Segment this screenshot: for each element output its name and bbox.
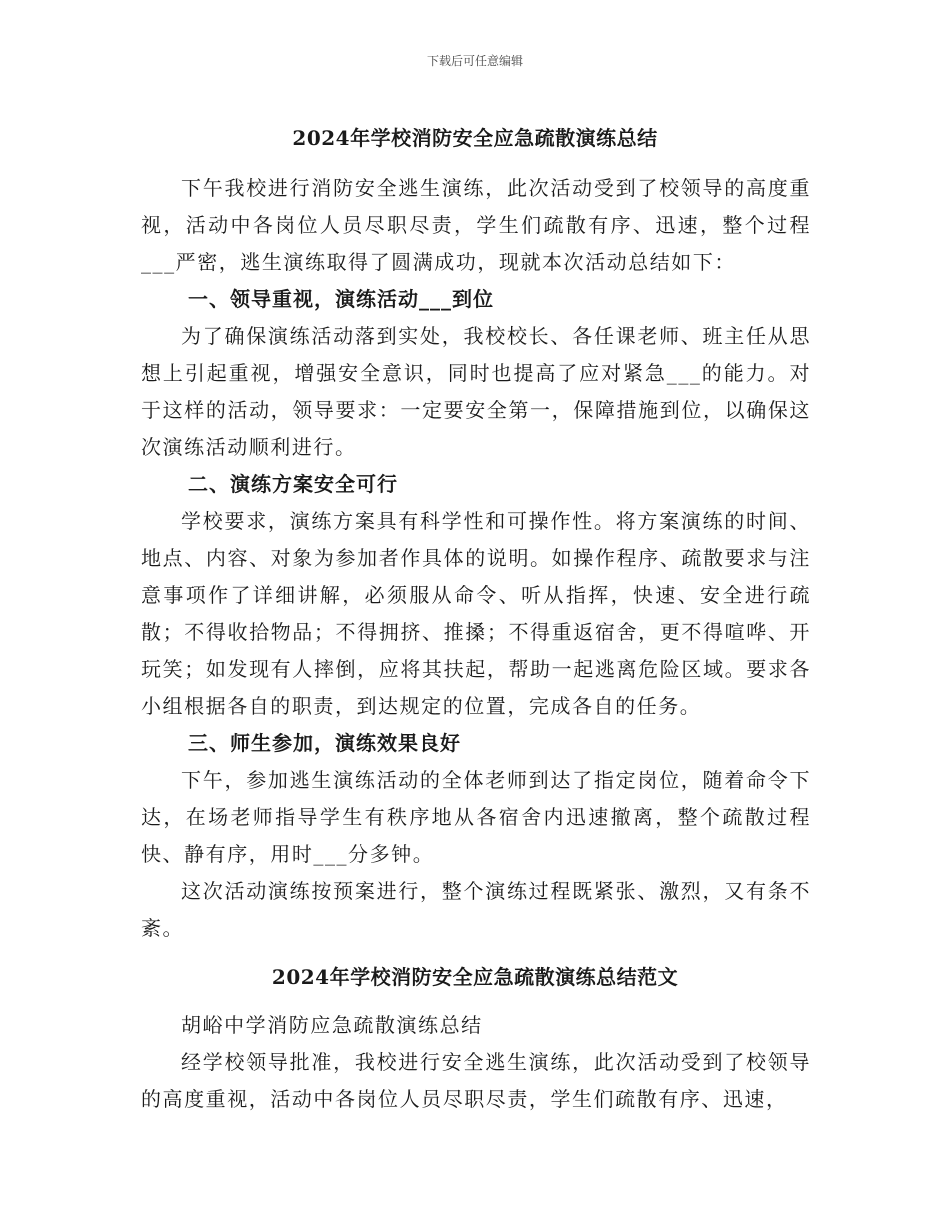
section-2-paragraph: 学校要求，演练方案具有科学性和可操作性。将方案演练的时间、地点、内容、对象为参加者作具体的说明。如操作程序、疏散要求与注意事项作了详细讲解，必须服从命令、听从指挥，快速、安全进行疏散；不得收拾物品；不得拥挤、推搡；不得重返宿舍，更不得喧哗、开玩笑；如发现有人摔倒，应将其扶起，帮助一起逃离危险区域。要求各小组根据各自的职责，到达规定的位置，完成各自的任务。 [141, 509, 811, 718]
section-1-paragraph: 为了确保演练活动落到实处，我校校长、各任课老师、班主任从思想上引起重视，增强安全意识，同时也提高了应对紧急___的能力。对于这样的活动，领导要求：一定要安全第一，保障措施到位，以确保这次演练活动顺利进行。 [141, 324, 811, 459]
intro-paragraph: 下午我校进行消防安全逃生演练，此次活动受到了校领导的高度重视，活动中各岗位人员尽职尽责，学生们疏散有序、迅速，整个过程___严密，逃生演练取得了圆满成功，现就本次活动总结如下： [141, 176, 811, 274]
document-title: 2024年学校消防安全应急疏散演练总结 [292, 126, 658, 150]
section-3-paragraph: 下午，参加逃生演练活动的全体老师到达了指定岗位，随着命令下达，在场老师指导学生有秩序地从各宿舍内迅速撤离，整个疏散过程快、静有序，用时___分多钟。 [141, 768, 811, 866]
closing-paragraph: 这次活动演练按预案进行，整个演练过程既紧张、激烈，又有条不紊。 [141, 879, 811, 940]
section-1-heading: 一、领导重视，演练活动___到位 [188, 287, 494, 311]
second-document-subtitle: 胡峪中学消防应急疏散演练总结 [181, 1013, 483, 1037]
second-document-title: 2024年学校消防安全应急疏散演练总结范文 [271, 965, 679, 989]
page-header-note: 下载后可任意编辑 [426, 54, 523, 68]
second-document-paragraph: 经学校领导批准，我校进行安全逃生演练，此次活动受到了校领导的高度重视，活动中各岗位人员尽职尽责，学生们疏散有序、迅速， [141, 1050, 811, 1111]
section-3-heading: 三、师生参加，演练效果良好 [188, 731, 461, 755]
section-2-heading: 二、演练方案安全可行 [188, 472, 398, 496]
